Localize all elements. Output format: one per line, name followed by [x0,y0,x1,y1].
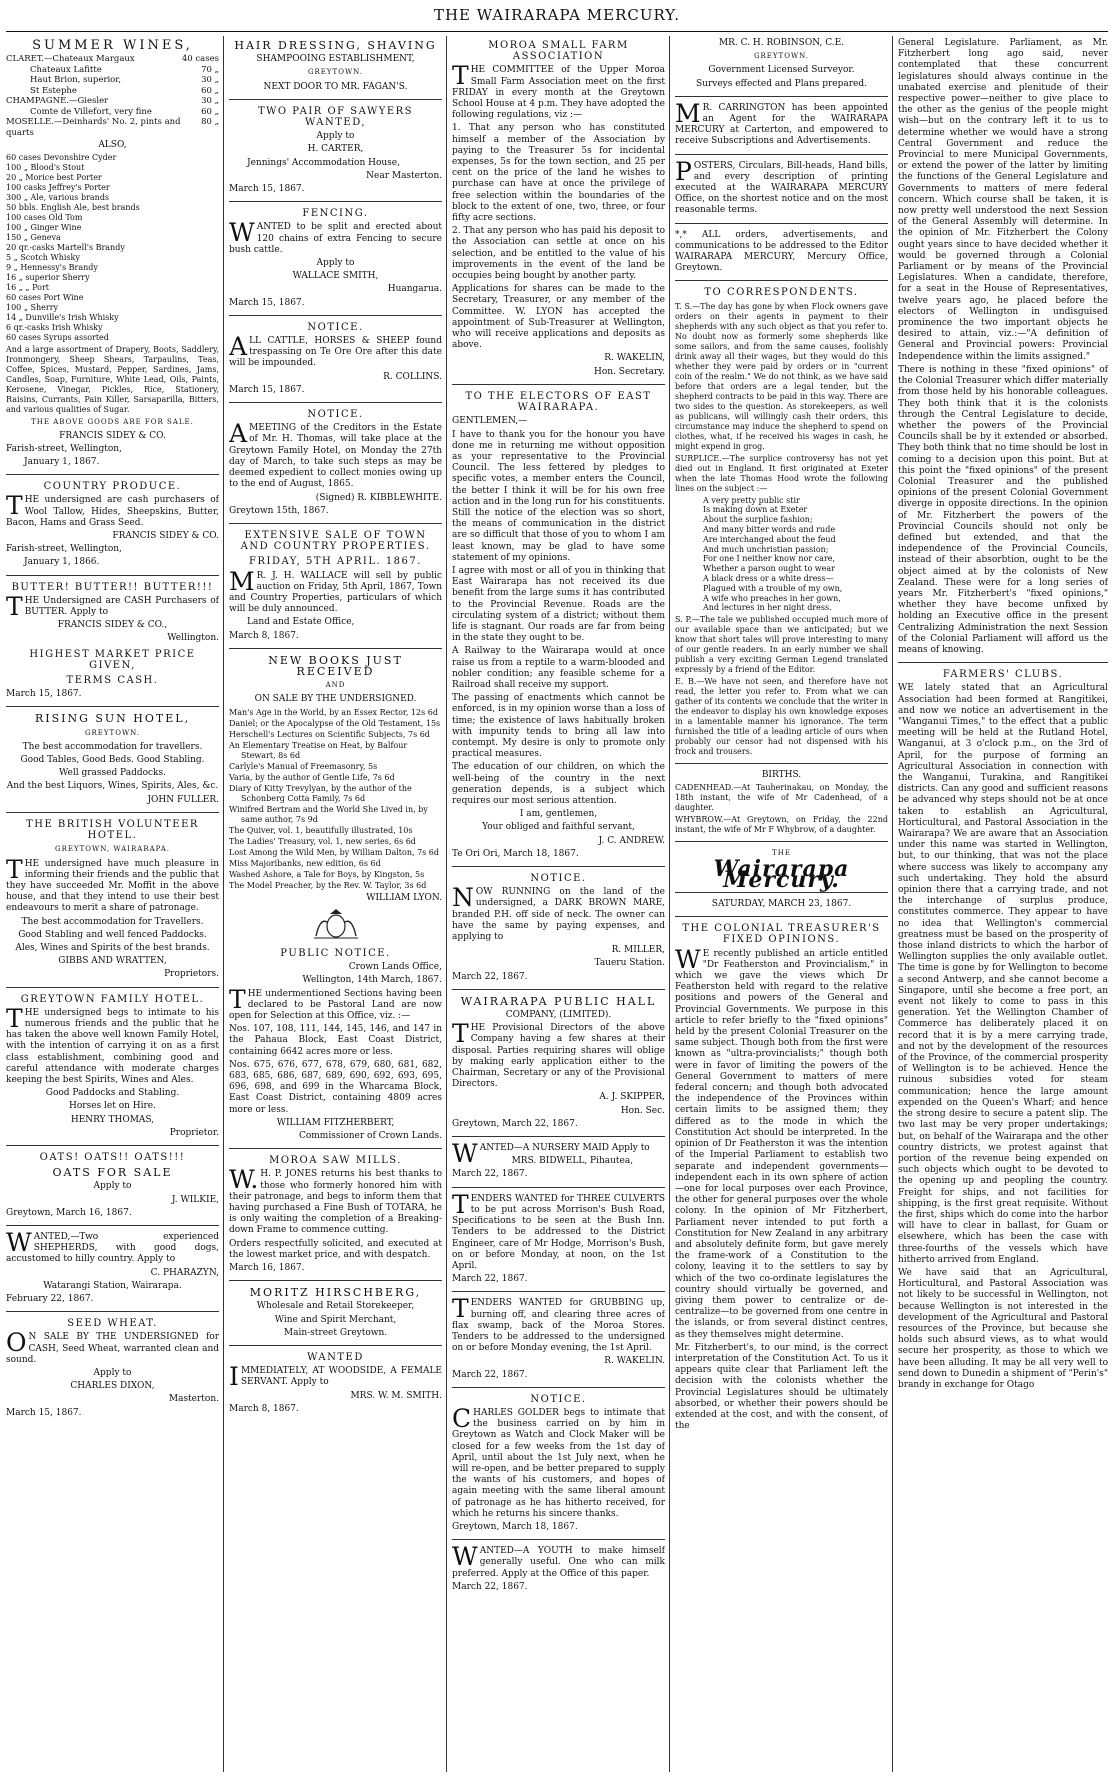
maid-date: March 22, 1867. [452,1169,528,1180]
books-and: AND [325,681,346,690]
fencing-body: WANTED to be split and erected about 120 chains of extra Fencing to secure bush cattle. [229,218,442,255]
volunteer-line: Ales, Wines and Spirits of the best brands. [15,942,210,953]
column-1 [6,36,219,1772]
family-hotel-title: GREYTOWN FAMILY HOTEL. [20,993,205,1005]
stock-item: 16 „ „ Port [6,283,50,293]
hair-title: HAIR DRESSING, SHAVING [234,39,437,52]
moroa-title: MOROA SMALL FARM ASSOCIATION [488,40,629,63]
book-item: Man's Age in the World, by an Essex Rector, 12s 6d [229,707,438,717]
wine-qty: 80 „ [201,117,219,128]
divider [452,1291,665,1292]
column-2 [229,36,442,1772]
sale-date: March 8, 1867. [229,630,299,641]
sidey-address: Farish-street, Wellington, [6,443,122,454]
wines-table [6,54,219,138]
column-divider [223,36,224,1772]
verse-line: About the surplice fashion; [703,515,813,525]
family-hotel-body: THE undersigned begs to intimate to his numerous friends and the public that he has taken the above well known Family Hotel, with the intention of carrying it on as a first class establishment, combining good and careful attendance with moderate charges keeping the best Spirits, Wines and Ales. [6,1003,219,1085]
verse-line: A very pretty public stir [703,495,800,505]
divider [675,916,888,917]
stock-item: 150 „ Geneva [6,233,61,243]
stock-item: 50 bbls. English Ale, best brands [6,203,140,213]
sawyers-location: Near Masterton. [366,170,442,181]
top-rule [6,31,1108,32]
wine-name: MOSELLE.—Deinhards' No. 2, pints and quarts [6,117,181,138]
stock-item: 100 „ Ginger Wine [6,223,82,233]
public-notice-title: PUBLIC NOTICE. [280,947,391,959]
wine-row [6,86,219,97]
family-role: Proprietor. [169,1127,219,1138]
hall-sub: COMPANY, (LIMITED). [505,1010,612,1021]
fencing-date: March 15, 1867. [229,297,305,308]
leader-continued: There is nothing in these "fixed opinions" of the Colonial Treasurer which differ materially from those held by his honorable colleagues. They both think that it is the colonists through the Central Legislature to decide, whether the powers of the Provincial Councils shall be by it extended or absorbed. They both think that no time should be lost in coming to a decision upon this point. But at this point the "fixed opinions" of the present Colonial Treasurer and the published opinions of the present Colonial Government diverge in opposite directions. In the opinion of Mr. Fitzherbert the powers of the Provincial Councils should not only be defined but extended, and that the independence of the Provincial Councils, instead of their absorbtion, ought to be the object aimed at by the colonists of New Zealand. These were for a long series of years Mr. Fitzherbert's "fixed opinions," whether they have become unfixed by holding an Executive office in the present Centralizing Administration the next Session of the Colonial Parliament will afford us the means of knowing. [898,364,1108,655]
column-divider [669,36,670,1772]
sale-date-head: FRIDAY, 5TH APRIL. 1867. [249,556,422,568]
sidey-signature: FRANCIS SIDEY & CO. [59,430,166,441]
notice-body: NOW RUNNING on the land of the undersigned, a DARK BROWN MARE, branded P.H. off side of neck. The owner can have the same by paying expenses, and applying to [452,883,665,943]
stock-item: 100 „ Sherry [6,303,59,313]
notice-signature: R. MILLER, [611,945,665,956]
shepherds-date: February 22, 1867. [6,1294,94,1304]
wine-name: St Estephe [30,85,77,96]
notice-signature: (Signed) R. KIBBLEWHITE. [315,492,442,503]
sawyers-location: Jennings' Accommodation House, [247,157,400,168]
volunteer-signature: GIBBS AND WRATTEN, [58,956,167,967]
tender-date: March 22, 1867. [452,1369,528,1380]
butter-location: Wellington. [167,633,219,644]
electors-paragraph: I agree with most or all of you in thinking that East Wairarapa has not received its due benefit from the large sums it has contributed to the Provincial Revenue. Roads are the circulating system of a district; without them life is stagnant. Our roads are far from being in the state they ought to be. [452,565,665,644]
maid-signature: MRS. BIDWELL, Pihautea, [511,1156,634,1167]
wine-name: CHAMPAGNE.—Giesler [6,96,109,107]
divider [229,648,442,649]
oats-title: OATS! OATS!! OATS!!! [39,1151,186,1163]
correspondents-paragraph: T. S.—The day has gone by when Flock owners gave orders on their agents in payment to their shepherds with any such object as that you refer to. No doubt now as formerly some shepherds like some sailors, and from the same causes, foolishly drink away all their wages, but they would do this whether they were paid by orders or in "current coin of the realm." We do not think, as we have said before that orders are a legal tender, but the shepherd contracts to be paid in this way. There are two sides to the question. As storekeepers, as well as publicans, will willingly cash their orders, this circumstance may induce the shepherd to spend on clothes, what, if he received his wages in cash, he might expend in grog. [675,301,888,451]
verse-line: Is making down at Exeter [703,505,808,515]
column-divider [892,36,893,1772]
stock-item: 6 qr.-casks Irish Whisky [6,323,103,333]
robinson-line: Government Licensed Surveyor. [708,65,855,76]
verse-line: Plagued with a trouble of my own, [703,583,843,593]
tender-body: TENDERS WANTED for GRUBBING up, burning off, and clearing three acres of flax swamp, back of the Moroa Stores. Tenders to be addressed to the undersigned on or before Monday evening, the 1st April. [452,1294,665,1354]
tender-body: TENDERS WANTED for THREE CULVERTS to be put across Morrison's Bush Road, Specifications to be seen at the Bush Inn. Tenders to be addressed to the District Engineer, care of Mr Hodge, Morrison's Bush, on or before Monday, at noon, on the 1st April. [452,1189,665,1271]
butter-body: THE Undersigned are CASH Purchasers of BUTTER. Apply to [6,591,219,621]
stock-item: 100 cases Old Tom [6,213,83,223]
hair-sub: SHAMPOOING ESTABLISHMENT, [256,54,415,65]
divider [6,1225,219,1226]
wine-qty: 60 „ [201,85,219,96]
sawyers-signature: H. CARTER, [307,144,364,155]
divider [229,99,442,100]
youth-body: WANTED—A YOUTH to make himself generally useful. One who can milk preferred. Apply at the Office of this paper. [452,1542,665,1579]
posters-body: POSTERS, Circulars, Bill-heads, Hand bills, and every description of printing executed at the WAIRARAPA MERCURY Office, on the shortest notice and on the most reasonable terms. [675,156,888,216]
market-price: HIGHEST MARKET PRICE GIVEN, [29,648,196,671]
book-item: Washed Ashore, a Tale for Boys, by Kingston, 5s [229,869,425,879]
also-label: ALSO, [98,140,127,151]
wine-row [6,96,219,107]
divider [229,523,442,524]
farmers-paragraph: WE lately stated that an Agricultural Association had been formed at Rangitikei, and now we notice an advertisement in the "Wanganui Times," to the effect that a public meeting will be held at the Rutland Hotel, Wanganui, at 3 o'clock p.m., on the 3rd of April, for the purpose of forming an Agricultural Association in connection with the Wanganui, Turakina, and Rangitikei districts. Can any good and sufficient reasons be advanced why steps should not be at once taken to establish an Agricultural, Horticultural, and Pastoral Association in the Wairarapa? We are aware that an Association under this name was started in Wellington, but, to our thinking, that was not the place where success was likely to accompany any such undertaking. They hold the absurd opinion there that a carrying trade, and not the interchange of surplus produce, constitutes commerce. They appear to have no idea that Wellington's commercial greatness must be based on the prosperity of those inland districts to which the harbor of Wellington supplies the only available outlet. The time is gone by for Wellington to become a second Antwerp, and she cannot become a Singapore, until she become a free port, an event not likely to come to pass in this generation. Yet the Wellington Chamber of Commerce has deliberately placed it on record that it is by a mere carrying trade, and not by the development of the resources of the Province, of the commercial prosperity of Wellington is to be achieved. Hence the ruinous subsidies voted for steam communication; hence the large amount expended on the Queen's Wharf; and hence the strong desire to secure a patent slip. The two last may be very proper undertakings; but, on behalf of the Wairarapa and the other country districts, we protest against that portion of the revenue being expended on such objects which ought to be devoted to the opening up and peopling the country. Freight for ships, and not facilities for shipping, is the first great requisite. Without the first, ships which do come into the harbor will have to clear in ballast, for Guam or elsewhere, which has been the case with three-fourths of the vessels which have hitherto arrived from England. [898,683,1108,1265]
stock-item: 9 „ Hennessy's Brandy [6,263,98,273]
produce-signature: FRANCIS SIDEY & CO. [112,531,219,542]
produce-date: January 1, 1866. [24,557,100,568]
shepherds-body: WANTED,—Two experienced SHEPHERDS, with good dogs, accustomed to hilly country. Apply to [6,1227,219,1265]
oats-apply: Apply to [93,1181,132,1192]
produce-body: THE undersigned are cash purchasers of Wool Tallow, Hides, Sheepskins, Butter, Bacon, Hams and Grass Seed. [6,491,219,528]
public-place: Wellington, 14th March, 1867. [302,975,442,986]
saw-mills-date: March 16, 1867. [229,1263,305,1274]
masthead: THE WAIRARAPA MERCURY. [433,6,681,24]
hair-sub: NEXT DOOR TO MR. FAGAN'S. [263,81,408,92]
volunteer-line: Good Stabling and well fenced Paddocks. [18,929,207,940]
divider [452,1539,665,1540]
seed-apply: Apply to [93,1368,132,1379]
robinson-line: Surveys effected and Plans prepared. [695,78,868,89]
notice-body: ALL CATTLE, HORSES & SHEEP found trespassing on Te Ore Ore after this date will be impounded. [229,332,442,369]
seed-body: ON SALE BY THE UNDERSIGNED for CASH, Seed Wheat, warranted clean and sound. [6,1328,219,1365]
wine-qty: 30 „ [201,96,219,107]
public-office: Crown Lands Office, [348,962,442,973]
moroa-rule: 1. That any person who has constituted himself a member of the Association by paying to the Treasurer 5s for incidental expenses, 5s for the town section, and 25 per cent on the price of the land he wishes to purchase can have at once the privilege of free selection within the boundaries of the block to the extent of one, two, three, or four fifty acre sections. [452,123,665,224]
paper-the: THE [772,849,791,858]
divider [675,280,888,281]
verse-line: A black dress or a white dress— [703,574,834,584]
book-item: The Ladies' Treasury, vol. 1, new series, 6s 6d [229,836,416,846]
wine-name: CLARET.—Chateaux Margaux [6,54,135,65]
shepherds-location: Watarangi Station, Wairarapa. [43,1280,182,1291]
rising-sun-title: RISING SUN HOTEL, [34,712,191,726]
divider [452,1387,665,1388]
produce-address: Farish-street, Wellington, [6,544,122,555]
divider [6,1145,219,1146]
book-item: Carlyle's Manual of Freemasonry, 5s [229,761,378,771]
wine-name: Chateaux Lafitte [30,64,102,75]
rising-sun-sub: GREYTOWN. [84,728,141,737]
verse-line: And lectures in her night dress. [703,603,832,613]
orders-body: *,* ALL orders, advertisements, and communications to be addressed to the Editor WAIRARAPA MERCURY, Mercury Office, Greytown. [675,229,888,274]
public-sections: Nos. 675, 676, 677, 678, 679, 680, 681, 682, 683, 685, 686, 687, 689, 690, 692, 693, 695, 696, 698, and 699 in the Wharcama Block, East Coast District, containing 4809 acres more or less. [229,1059,442,1115]
electors-greeting: GENTLEMEN,— [452,416,528,427]
wine-row [6,75,219,86]
divider [675,763,888,764]
volunteer-body: THE undersigned have much pleasure in informing their friends and the public that they have succeeded Mr. Moffit in the above house, and that they intend to use their best endeavours to merit a share of patronage. [6,854,219,914]
electors-paragraph: The education of our children, on which the well-being of the country in the next generation depends, is a subject which requires our most serious attention. [452,762,665,806]
youth-date: March 22, 1867. [452,1581,528,1592]
rising-line: The best accommodation for travellers. [22,741,203,752]
leader-title: THE COLONIAL TREASURER'S FIXED OPINIONS. [682,923,881,946]
verse-line: Whether a parson ought to wear [703,564,835,574]
family-line: Horses let on Hire. [69,1101,156,1112]
seed-title: SEED WHEAT. [67,1318,158,1330]
correspondents-paragraph: E. B.—We have not seen, and therefore have not read, the letter you refer to. From what we can gather of its contents we conclude that the writer in the endeavor to display his own knowledge exposes in a lamentable manner his ignorance. The term furnished the title of a leading article of ours when probably our censor had not dispensed with his frock and trousers. [675,677,888,757]
divider [6,474,219,475]
leader-paragraph: Mr. Fitzherbert's, to our mind, is the correct interpretation of the Constitution Act. To us it appears quite clear that Parliament left the decision with the colonists whether the Provincial Legislatures should be ultimately absorbed, or whether their powers should be extended at the cost, and with the consent, of the [675,1342,888,1432]
verse-line: And many bitter words and rude [703,525,836,535]
electors-close: Your obliged and faithful servant, [482,822,635,833]
volunteer-line: The best accommodation for Travellers. [21,916,204,927]
column-3 [452,36,665,1772]
farmers-title: FARMERS' CLUBS. [942,669,1064,681]
verse-line: Are interchanged about the feud [703,534,836,544]
electors-paragraph: I have to thank you for the honour you have done me in returning me without opposition as your representative to the Provincial Council. The less fettered by pledges to specific votes, a member enters the Council, the better I think it will be for his own free action and in the long run for his constituents. Still the notice of the election was so short, the means of communication in the district are so difficult that those of you to whom I am least known, may be glad to have some statement of my opinions. [452,429,665,563]
wanted-title: WANTED [307,1352,364,1364]
moroa-signature: R. WAKELIN, [604,353,665,364]
notice-date: March 22, 1867. [452,971,528,982]
divider [229,1148,442,1149]
wanted-signature: MRS. W. M. SMITH. [350,1390,442,1401]
sale-office: Land and Estate Office, [247,617,355,628]
notice-date: Greytown, March 18, 1867. [452,1521,578,1532]
divider [229,315,442,316]
stock-item: 20 qr.-casks Martell's Brandy [6,243,125,253]
correspondents-paragraph: SURPLICE.—The surplice controversy has not yet died out in England. It first originated at Exeter when the late Thomas Hood wrote the following lines on the subject :— [675,453,888,493]
column-divider [446,36,447,1772]
fencing-title: FENCING. [302,208,369,220]
notice-title: NOTICE. [530,873,587,885]
divider [898,662,1108,663]
sawyers-apply: Apply to [316,131,355,142]
stock-item: 300 „ Ale, various brands [6,193,110,203]
oats-date: Greytown, March 16, 1867. [6,1207,132,1218]
moroa-body: THE COMMITTEE of the Upper Moroa Small Farm Association meet on the first FRIDAY in every month at the Greytown School House at 4 p.m. They have adopted the following regulations, viz :— [452,61,665,121]
books-list [229,708,442,891]
electors-paragraph: A Railway to the Wairarapa would at once raise us from a reptile to a warm-blooded and nobler condition; any feasible scheme for a Railroad shall receive my support. [452,646,665,690]
leader-continued: General Legislature. Parliament, as Mr. Fitzherbert long ago said, never contemplated that these concurrent legislatures should always continue in the unabated exercise and plenitude of their respective power—neither to give place to the other as the genius of the people might wish—but on the contrary left it to us to determine whether we would have a strong Central Government and reduce the Provincial to mere Municipal Governments, or extend the power of the latter by limiting the functions of the General Legislature and Governments to matters of mere federal concern. Which course shall be taken, it is now pretty well understood the next Session of the General Assembly will determine. In the opinion of Mr. Fitzherbert the Colony ought years since to have decided whether it would be governed through a Colonial Parliament or by means of the Provincial Legislatures. When a candidate, therefore, for a seat in the House of Representatives, twelve years ago, he placed before the electors of Wellington in undisguised prominence the two important objects he desired to attain, viz.:—"A definition of General and Provincial powers: Provincial Independence within the limits assigned." [898,38,1108,362]
book-item: The Quiver, vol. 1, beautifully illustrated, 10s [229,825,413,835]
public-sections: Nos. 107, 108, 111, 144, 145, 146, and 147 in the Pahaua Block, East Coast District, containing 6642 acres more or less. [229,1024,442,1057]
rising-line: Good Tables, Good Beds. Good Stabling. [20,755,205,766]
notice-body: AMEETING of the Creditors in the Estate of Mr. H. Thomas, will take place at the Greytown Family Hotel, on Monday the 27th day of March, to take such steps as may be deemed expedient to collect monies owing up to the end of August, 1865. [229,419,442,490]
stock-item: 14 „ Dunville's Irish Whisky [6,313,119,323]
divider [452,384,665,385]
wanted-body: IMMEDIATELY, AT WOODSIDE, A FEMALE SERVANT. Apply to [229,1362,442,1392]
books-sub: ON SALE BY THE UNDERSIGNED. [254,694,417,705]
stock-item: 60 cases Port Wine [6,293,84,303]
wine-row [6,117,219,138]
electors-close: I am, gentlemen, [519,809,598,820]
robinson-title: MR. C. H. ROBINSON, C.E. [718,38,845,48]
correspondents-title: TO CORRESPONDENTS. [704,287,859,299]
volunteer-sub: GREYTOWN, WAIRARAPA. [55,845,170,854]
moroa-rule: 2. That any person who has paid his deposit to the Association can settle at once on his selection, and be entitled to the value of his improvements in the event of the land be occupies being bought by another party. [452,226,665,282]
divider [6,812,219,813]
verse [675,496,888,614]
births-title: BIRTHS. [761,770,802,781]
wine-row [6,65,219,76]
stock-item: 20 „ Morice best Porter [6,173,102,183]
oats-sale: OATS FOR SALE [52,1166,173,1180]
seed-location: Masterton. [168,1394,219,1405]
wine-qty: 70 „ [201,64,219,75]
divider [675,96,888,97]
book-item: Daniel; or the Apocalypse of the Old Testament, 15s [229,718,441,728]
stock-item: 5 „ Scotch Whisky [6,253,80,263]
hall-signature: A. J. SKIPPER, [599,1092,665,1103]
wanted-date: March 8, 1867. [229,1403,299,1414]
fencing-location: Huangarua. [387,284,442,295]
robinson-sub: GREYTOWN. [753,52,810,61]
moritz-line: Wine and Spirit Merchant, [274,1314,397,1325]
wine-name: Haut Brion, superior, [30,75,122,86]
divider [675,154,888,155]
divider [452,866,665,867]
electors-paragraph: The passing of enactments which cannot be enforced, is in my opinion worse than a loss of time; the existence of laws habitually broken with impunity tends to bring all law into contempt. My desire is only to promote only practical measures. [452,693,665,760]
butter-date: March 15, 1867. [6,689,82,700]
verse-line: For one I neither know nor care, [703,554,836,564]
royal-arms-icon [229,908,442,944]
rising-line: And the best Liquors, Wines, Spirits, Ales, &c. [6,781,219,792]
hall-date: Greytown, March 22, 1867. [452,1118,578,1129]
book-item: Winifred Bertram and the World She Lived in, by same author, 7s 9d [229,804,428,824]
tender-signature: R. WAKELIN. [604,1356,665,1367]
notice-location: Taueru Station. [594,958,665,969]
birth-entry: CADENHEAD.—At Tauherinakau, on Monday, the 18th instant, the wife of Mr Cadenhead, of a daughter. [675,783,888,813]
terms-cash: TERMS CASH. [66,675,159,687]
produce-title: COUNTRY PRODUCE. [43,481,182,493]
book-item: Herschell's Lectures on Scientific Subjects, 7s 6d [229,729,430,739]
divider [452,989,665,990]
wine-qty: 60 „ [201,106,219,117]
saw-mills-body: Orders respectfully solicited, and executed at the lowest market price, and with despatch. [229,1238,442,1260]
butter-signature: FRANCIS SIDEY & CO., [57,620,168,631]
notice-date: March 15, 1867. [229,384,305,395]
wine-row [6,54,219,65]
butter-title: BUTTER! BUTTER!! BUTTER!!! [11,581,214,593]
fencing-apply: Apply to [316,258,355,269]
divider [6,987,219,988]
paper-name: Wairarapa Mercury. [713,855,850,893]
sale-body: MR. J. H. WALLACE will sell by public auction on Friday, 5th April, 1867, Town and Country Properties, particulars of which will be duly announced. [229,566,442,615]
divider [229,402,442,403]
verse-line: A wife who preaches in her gown, [703,593,841,603]
family-signature: HENRY THOMAS, [70,1114,155,1125]
divider [452,1136,665,1137]
family-line: Good Paddocks and Stabling. [45,1088,180,1099]
wine-qty: 30 „ [201,75,219,86]
notice-title: NOTICE. [530,1393,587,1405]
divider [675,223,888,224]
stock-item: 60 cases Syrups assorted [6,333,109,343]
volunteer-title: THE BRITISH VOLUNTEER HOTEL. [26,818,199,842]
stock-item: 16 „ superior Sherry [6,273,90,283]
volunteer-role: Proprietors. [164,969,219,980]
stock-item: 100 casks Jeffrey's Porter [6,183,110,193]
electors-title: TO THE ELECTORS OF EAST WAIRARAPA. [465,390,652,414]
book-item: Miss Majoribanks, new edition, 6s 6d [229,858,381,868]
stock-item: 60 cases Devonshire Cyder [6,153,117,163]
books-title: NEW BOOKS JUST RECEIVED [268,653,403,678]
for-sale-label: THE ABOVE GOODS ARE FOR SALE. [31,418,194,427]
notice-title: NOTICE. [307,321,364,333]
birth-entry: WHYBROW.—At Greytown, on Friday, the 22nd instant, the wife of Mr F Whybrow, of a daughter. [675,815,888,835]
divider [229,201,442,202]
wine-qty: 40 cases [181,54,219,65]
book-item: The Model Preacher, by the Rev. W. Taylor, 3s 6d [229,880,427,890]
shepherds-signature: C. PHARAZYN, [150,1267,219,1278]
notice-signature: R. COLLINS. [383,371,442,382]
seed-date: March 15, 1867. [6,1407,82,1418]
notice-body: CHARLES GOLDER begs to intimate that the business carried on by him in Greytown as Watch and Clock Maker will be closed for a few weeks from the 1st day of April, until about the 1st July next, when he will re-open, and be better prepared to supply the wants of his customers, and hopes of again meeting with the same liberal amount of patronage as he has hitherto received, for which he returns his sincere thanks. [452,1403,665,1519]
correspondents-paragraph: S. P.—The tale we published occupied much more of our available space than we anticipated; but we know that short tales will prove interesting to many of our gentle readers. In an early number we shall publish a very exciting German Legend translated expressly by a friend of the Editor. [675,615,888,675]
books-signature: WILLIAM LYON. [366,892,442,903]
fencing-signature: WALLACE SMITH, [292,271,379,282]
sidey-date: January 1, 1867. [24,457,100,468]
divider [229,1280,442,1281]
hair-sub: GREYTOWN. [307,68,364,77]
saw-mills-title: MOROA SAW MILLS. [269,1155,402,1167]
divider [6,706,219,707]
rising-line: Well grassed Paddocks. [58,768,166,779]
oats-signature: J. WILKIE, [171,1194,219,1205]
moroa-role: Hon. Secretary. [594,366,665,377]
tender-date: March 22, 1867. [452,1274,528,1285]
sawyers-date: March 15, 1867. [229,184,305,195]
paper-date: SATURDAY, MARCH 23, 1867. [711,899,852,910]
wine-name: Comte de Villefort, very fine [30,106,152,117]
hall-role: Hon. Sec. [620,1105,665,1116]
moritz-line: Main-street Greytown. [283,1327,388,1338]
column-4 [675,36,888,1772]
public-body: THE undermentioned Sections having been declared to be Pastoral Land are now open for Selection at this Office, viz. :— [229,984,442,1021]
divider [6,1311,219,1312]
farmers-paragraph: We have said that an Agricultural, Horticultural, and Pastoral Association was not likely to be successful in Wellington, not because Wellington is not interested in the development of the Agricultural and Pastoral resources of the Province, but because she holds such absurd views, as to what would secure her prosperity, as those to which we have been alluding. It may be all very well to send down to Dunedin a shipment of "Perin's" brandy in exchange for Otago [898,1267,1108,1390]
electors-date: Te Ori Ori, March 18, 1867. [452,848,579,859]
seed-signature: CHARLES DIXON, [70,1381,155,1392]
notice-title: NOTICE. [307,409,364,421]
hall-title: WAIRARAPA PUBLIC HALL [460,994,657,1008]
moritz-title: MORITZ HIRSCHBERG, [249,1286,422,1300]
notice-date: Greytown 15th, 1867. [229,505,329,516]
book-item: An Elementary Treatise on Heat, by Balfour Stewart, 8s 6d [229,740,408,760]
book-item: Lost Among the Wild Men, by William Dalton, 7s 6d [229,847,440,857]
carrington-body: MR. CARRINGTON has been appointed an Agent for the WAIRARAPA MERCURY at Carterton, and empowered to receive Subscriptions and Advertisements. [675,98,888,147]
maid-body: WANTED—A NURSERY MAID Apply to [452,1139,650,1169]
stock-list [6,153,219,343]
divider [229,1345,442,1346]
rising-signature: JOHN FULLER. [147,794,219,805]
drapery-text: And a large assortment of Drapery, Boots, Saddlery, Ironmongery, Sheep Shears, Tarpaulins, Teas, Coffee, Spices, Mustard, Pepper, Sardines, Jams, Candles, Soap, Furniture, White Lead, Oils, Paints, Kerosene, Vinegar, Pickles, Rice, Stationery, Raisins, Currants, Pain Killer, Sarsaparilla, Bitters, and various qualities of Sugar. [6,345,219,415]
electors-signature: J. C. ANDREW. [598,835,665,846]
sale-title: EXTENSIVE SALE OF TOWN AND COUNTRY PROPERTIES. [240,529,431,553]
hall-body: THE Provisional Directors of the above Company having a few shares at their disposal. Parties requiring shares will oblige by making early application either to the Chairman, Secretary or any of the Provisional Directors. [452,1019,665,1090]
wine-row [6,107,219,118]
public-role: Commissioner of Crown Lands. [298,1131,442,1141]
sawyers-title: TWO PAIR OF SAWYERS WANTED, [257,105,414,129]
wines-title: SUMMER WINES, [32,38,193,53]
verse-line: And much unchristian passion; [703,544,829,554]
divider [675,841,888,842]
book-item: Varia, by the author of Gentle Life, 7s 6d [229,772,395,782]
public-signature: WILLIAM FITZHERBERT, [276,1117,395,1128]
divider [6,575,219,576]
book-item: Diary of Kitty Trevylyan, by the author of the Schonberg Cotta Family, 7s 6d [229,783,412,803]
saw-mills-body: W.H. P. JONES returns his best thanks to those who formerly honored him with their patronage, and begs to inform them that having purchased a Fine Bush of TOTARA, he is only waiting the completion of a Breaking-down Frame to commence cutting. [229,1165,442,1236]
divider [452,1187,665,1188]
leader-paragraph: WE recently published an article entitled "Dr Featherston and Provincialism," in which we gave the views which Dr Featherston held with regard to the relative positions and powers of the General and Provincial Governments. We purpose in this article to refer briefly to the "fixed opinions" held by the present Colonial Treasurer on the same subject. Though both from the first were known as "ultra-provincialists;" though both were in favor of limiting the powers of the General Government to matters of mere federal concern; and though both advocated the independence of the Provinces within certain limits to be assigned them; they differed as to the mode in which the Constitution Act should be interpreted. In the opinion of Dr Featherston it was the intention of the Imperial Parliament to establish two separate and independent governments—independent each in its own sphere of action—one for local purposes over each Province, the other for general purposes over the whole colony. In the opinion of Mr Fitzherbert, Parliament never intended to put forth a Constitution for New Zealand in any arbitrary and absolutely definite form, but gave merely the frame-work of a Constitution to the colony, leaving it to the settlers to say by which of the two co-ordinate legislatures the country should virtually be governed, and giving them power to centralize or de-centralize—to be governed from one centre in the islands, or from several distinct centres, as they themselves might determine. [675,944,888,1340]
stock-item: 100 „ Blood's Stout [6,163,85,173]
moritz-line: Wholesale and Retail Storekeeper, [256,1301,415,1312]
column-5 [898,36,1108,1772]
moroa-rule: Applications for shares can be made to the Secretary, Treasurer, or any member of the Committee. W. LYON has accepted the appointment of Sub-Treasurer at Wellington, who will receive applications and deposits as above. [452,284,665,351]
